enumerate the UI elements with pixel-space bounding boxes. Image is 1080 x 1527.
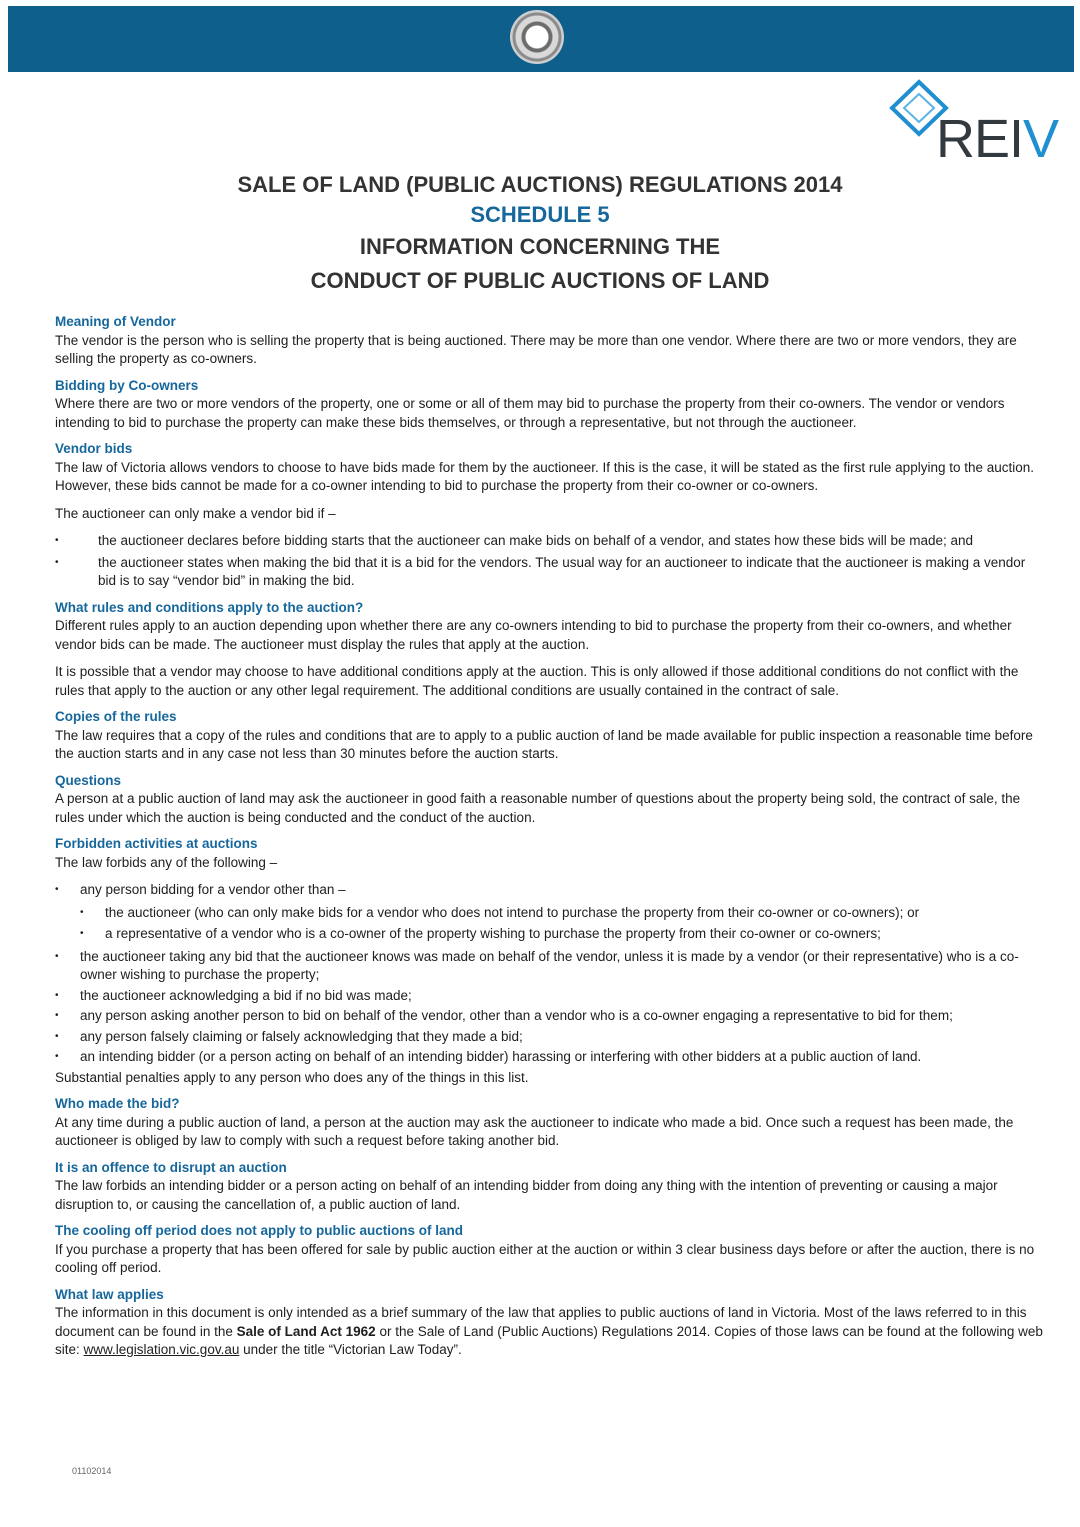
- rules-paragraph-2: It is possible that a vendor may choose to have additional conditions apply at the auction. This is only allowed if those additional conditions do not conflict with the rules that apply to the auction or any other legal requirement. The additional conditions are usually contained in the contract of sale.: [55, 664, 1019, 698]
- regulation-title: SALE OF LAND (PUBLIC AUCTIONS) REGULATIONS 2014: [237, 172, 843, 197]
- sub-list-item: • the auctioneer (who can only make bids for a vendor who does not intend to purchase the property from their co-owner or co-owners); or: [80, 904, 1045, 923]
- list-item: • the auctioneer taking any bid that the auctioneer knows was made on behalf of the vendor, unless it is made by a vendor (or their representative) who is a co-owner wishing to purchase the property;: [55, 948, 1045, 985]
- rules-paragraph-1: Different rules apply to an auction depending upon whether there are any co-owners intending to bid to purchase the property from their co-owners, and whether vendor bids can be made. The auctioneer must display the rules that apply at the auction.: [55, 618, 1012, 652]
- section-title-copies: Copies of the rules: [55, 709, 177, 724]
- who-paragraph: At any time during a public auction of land, a person at the auction may ask the auctioneer to indicate who made a bid. Once such a request has been made, the auctioneer is obliged by law to comply with such a request before taking another bid.: [55, 1114, 1014, 1148]
- document-body: [55, 313, 1045, 1360]
- list-item: • any person falsely claiming or falsely acknowledging that they made a bid;: [55, 1028, 1045, 1047]
- section-title-who: Who made the bid?: [55, 1096, 180, 1111]
- section-title-offence: It is an offence to disrupt an auction: [55, 1159, 287, 1175]
- subtitle-line-2: CONDUCT OF PUBLIC AUCTIONS OF LAND: [310, 268, 770, 293]
- act-name: Sale of Land Act 1962: [236, 1323, 376, 1339]
- list-item: [55, 881, 1045, 944]
- law-text: under the title “Victorian Law Today”.: [239, 1342, 462, 1357]
- vendor-bids-intro: The auctioneer can only make a vendor bid if –: [55, 505, 336, 521]
- cooling-off-paragraph: If you purchase a property that has been offered for sale by public auction either at the auction or within 3 clear business days before or after the auction, there is no cooling off period.: [55, 1241, 1035, 1275]
- forbidden-list: [55, 881, 1045, 1067]
- copies-paragraph: The law requires that a copy of the rules and conditions that are to apply to a public auction of land be made available for public inspection a reasonable time before the auction starts and in any case not less than 30 minutes before the auction starts.: [55, 727, 1033, 761]
- law-paragraph: [55, 1304, 1045, 1360]
- list-item: • the auctioneer states when making the bid that it is a bid for the vendors. The usual way for an auctioneer to indicate that the auctioneer is making a vendor bid is to say “vendor bid” in making the bid.: [55, 554, 1045, 591]
- reiv-logo: REIV: [936, 109, 1059, 169]
- vendor-bids-paragraph: The law of Victoria allows vendors to choose to have bids made for them by the auctioneer. If this is the case, it will be stated as the first rule applying to the auction. However, these bids cannot be made for a co-owner intending to bid to purchase the property from their co-owner or co-owners.: [55, 459, 1035, 493]
- law-text: or the Sale of Land (Public Auctions) Regulations 2014. Copies of those laws can be found at the following web site:: [55, 1323, 1043, 1357]
- section-title-cooling-off: The cooling off period does not apply to public auctions of land: [55, 1223, 463, 1238]
- list-item: • any person asking another person to bid on behalf of the vendor, other than a vendor who is a co-owner engaging a representative to bid for them;: [55, 1007, 1045, 1026]
- document-number: 01102014: [72, 1466, 112, 1476]
- schedule-title: SCHEDULE 5: [470, 202, 610, 227]
- section-title-vendor: Meaning of Vendor: [55, 314, 176, 329]
- page-heading: [0, 170, 1080, 298]
- law-text: The information in this document is only intended as a brief summary of the law that applies to public auctions of land in Victoria. Most of the laws referred to in this document can be found in the: [55, 1305, 1027, 1339]
- sub-list: [80, 904, 1045, 944]
- section-title-questions: Questions: [55, 772, 122, 788]
- section-title-law: What law applies: [55, 1286, 164, 1302]
- coowners-paragraph: Where there are two or more vendors of the property, one or some or all of them may bid to purchase the property from their co-owners. The vendor or vendors intending to bid to purchase the property can make these bids themselves, or through a representative, but not through the auctioneer.: [55, 396, 1005, 430]
- grommet-icon: [510, 10, 564, 64]
- section-title-forbidden: Forbidden activities at auctions: [55, 836, 258, 851]
- offence-paragraph: The law forbids an intending bidder or a person acting on behalf of an intending bidder from doing any thing with the intention of preventing or causing a major disruption to, or causing the cancellation of, a public auction of land.: [55, 1178, 998, 1212]
- list-item-text: any person bidding for a vendor other than –: [80, 882, 346, 897]
- section-title-rules: What rules and conditions apply to the auction?: [55, 599, 364, 615]
- list-item: • an intending bidder (or a person acting on behalf of an intending bidder) harassing or interfering with other bidders at a public auction of land.: [55, 1048, 1045, 1067]
- questions-paragraph: A person at a public auction of land may ask the auctioneer in good faith a reasonable number of questions about the property being sold, the contract of sale, the rules under which the auction is being conducted and the conduct of the auction.: [55, 791, 1021, 825]
- section-title-vendor-bids: Vendor bids: [55, 441, 133, 456]
- legislation-link[interactable]: www.legislation.vic.gov.au: [83, 1342, 240, 1357]
- vendor-paragraph: The vendor is the person who is selling the property that is being auctioned. There may be more than one vendor. Where there are two or more vendors, they are selling the property as co-owners.: [55, 332, 1017, 366]
- section-title-coowners: Bidding by Co-owners: [55, 377, 199, 393]
- list-item: • the auctioneer declares before bidding starts that the auctioneer can make bids on behalf of a vendor, and states how these bids will be made; and: [55, 532, 1045, 551]
- subtitle-line-1: INFORMATION CONCERNING THE: [359, 234, 721, 259]
- sub-list-item: • a representative of a vendor who is a co-owner of the property wishing to purchase the property from their co-owner or co-owners;: [80, 925, 1045, 944]
- list-item: • the auctioneer acknowledging a bid if no bid was made;: [55, 987, 1045, 1006]
- forbidden-intro: The law forbids any of the following –: [55, 854, 278, 870]
- vendor-bids-list: [55, 532, 1045, 591]
- penalties-paragraph: Substantial penalties apply to any person who does any of the things in this list.: [55, 1069, 529, 1085]
